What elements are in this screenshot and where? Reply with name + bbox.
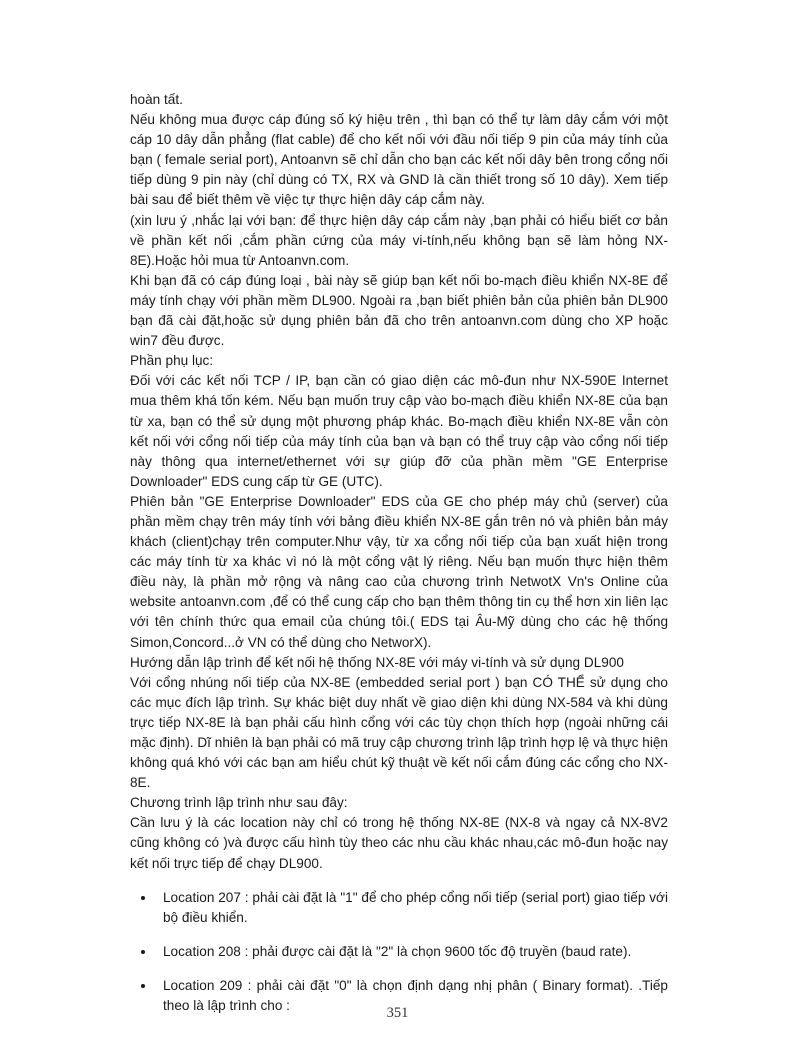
paragraph-eds-version: Phiên bản "GE Enterprise Downloader" EDS của GE cho phép máy chủ (server) của phần mềm chạy trên máy tính với bảng điều khiển NX-8E gắn trên nó và phiên bản máy khách (client)chạy trên computer.Như vậy, từ xa cổng nối tiếp của bạn xuất hiện trong các máy tính từ xa khác vì nó là một cổng vật lý riêng. Nếu bạn muốn thực hiện thêm điều này, là phần mở rộng và nâng cao của chương trình NetwotX Vn's Online của website antoanvn.com ,để có thể cung cấp cho bạn thêm thông tin cụ thể hơn xin liên lạc với tên chính thức qua email của chúng tôi.( EDS tại Âu-Mỹ dùng cho các hệ thống Simon,Concord...ở VN có thể dùng cho NetworX).: [130, 493, 668, 650]
paragraph-tcp-ip: Đối với các kết nối TCP / IP, bạn cần có giao diện các mô-đun như NX-590E Internet mua thêm khá tốn kém. Nếu bạn muốn truy cập vào bo-mạch điều khiển NX-8E của bạn từ xa, bạn có thể sử dụng một phương pháp khác. Bo-mạch điều khiển NX-8E vẫn còn kết nối với cổng nối tiếp của máy tính của bạn và bạn có thể truy cập vào cổng nối tiếp này thông qua internet/ethernet với sự giúp đỡ của phần mềm "GE Enterprise Downloader" EDS cung cấp từ GE (UTC).: [130, 373, 668, 489]
page-number: 351: [386, 1005, 409, 1021]
list-item-location-209: • Location 209 : phải cài đặt "0" là chọn định dạng nhị phân ( Binary format). .Tiếp theo là lập trình cho :: [156, 976, 668, 1016]
paragraph-embedded-serial-port: Với cổng nhúng nối tiếp của NX-8E (embedded serial port ) bạn CÓ THỂ sử dụng cho các mục đích lập trình. Sự khác biệt duy nhất về giao diện khi dùng NX-584 và khi dùng trực tiếp NX-8E là bạn phải cấu hình cổng với các tùy chọn thích hợp (ngoài những cái mặc định). Dĩ nhiên là bạn phải có mã truy cập chương trình lập trình hợp lệ và thực hiện không quá khó với các bạn am hiểu chút kỹ thuật về kết nối cắm đúng các cổng cho NX-8E.: [130, 674, 668, 791]
document-body: [130, 90, 668, 1030]
paragraph-note-warning: (xin lưu ý ,nhắc lại với bạn: để thực hiện dây cáp cắm này ,bạn phải có hiểu biết cơ bản về phần kết nối ,cắm phần cứng của máy vi-tính,nếu không bạn sẽ làm hỏng NX-8E).Hoặc hỏi mua từ Antoanvn.com.: [130, 212, 668, 268]
paragraph-continuation: hoàn tất.: [130, 92, 183, 107]
paragraph-cable-diy: Nếu không mua được cáp đúng số ký hiệu trên , thì bạn có thể tự làm dây cắm với một cáp 10 dây dẫn phẳng (flat cable) để cho kết nối với đầu nối tiếp 9 pin của máy tính của bạn ( female serial port), Antoanvn sẽ chỉ dẫn cho bạn các kết nối dây bên trong cổng nối tiếp dùng 9 pin này (chỉ dùng có TX, RX và GND là cần thiết trong số 10 dây). Xem tiếp bài sau để biết thêm về việc tự thực hiện dây cáp cắm này.: [130, 112, 668, 208]
section-label-appendix: Phần phụ lục:: [130, 353, 214, 369]
paragraph-cable-ready: Khi bạn đã có cáp đúng loại , bài này sẽ giúp bạn kết nối bo-mạch điều khiển NX-8E để máy tính chạy với phần mềm DL900. Ngoài ra ,bạn biết phiên bản của phiên bản DL900 bạn đã cài đặt,hoặc sử dụng phiên bản đã cho trên antoanvn.com dùng cho XP hoặc win7 đều được.: [130, 272, 668, 349]
section-label-program-listing: Chương trình lập trình như sau đây:: [130, 795, 348, 811]
location-settings-list: [130, 888, 668, 1016]
list-item-location-207: • Location 207 : phải cài đặt là "1" để cho phép cổng nối tiếp (serial port) giao tiếp với bộ điều khiển.: [156, 888, 668, 928]
section-heading-programming-guide: Hướng dẫn lập trình để kết nối hệ thống NX-8E với máy vi-tính và sử dụng DL900: [130, 654, 624, 670]
paragraph-location-note: Cần lưu ý là các location này chỉ có trong hệ thống NX-8E (NX-8 và ngay cả NX-8V2 cũng không có )và được cấu hình tùy theo các nhu cầu khác nhau,các mô-đun hoặc nay kết nối trực tiếp để chạy DL900.: [130, 815, 668, 871]
list-item-location-208: • Location 208 : phải được cài đặt là "2" là chọn 9600 tốc độ truyền (baud rate).: [156, 942, 668, 962]
